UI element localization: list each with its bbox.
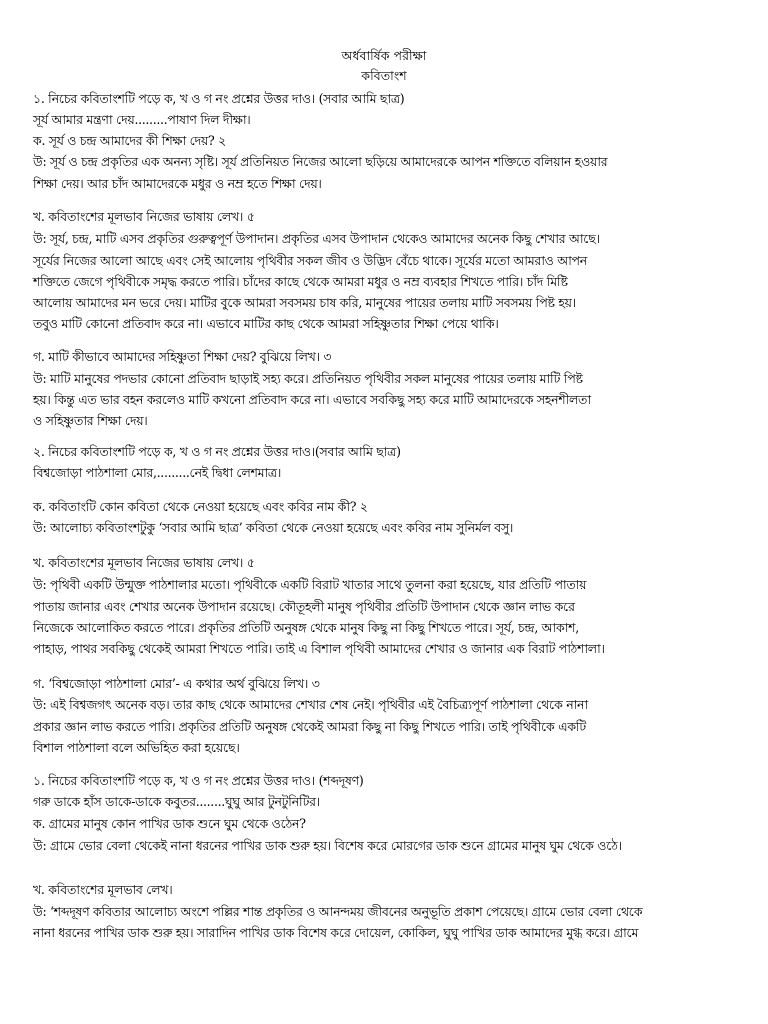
answer-line: শক্তিতে জেগে পৃথিবীকে সমৃদ্ধ করতে পারি। চাঁদের কাছে থেকে আমরা মধুর ও নম্র ব্যবহার শিখতে পারি। চাঁদ মিষ্টি xyxy=(33,274,568,289)
question-2-ka: ক. কবিতাংটি কোন কবিতা থেকে নেওয়া হয়েছে এবং কবির নাম কী? ২ xyxy=(33,499,368,514)
question-3-ka: ক. গ্রামের মানুষ কোন পাখির ডাক শুনে ঘুম থেকে ওঠেন? xyxy=(33,816,306,831)
answer-line: নানা ধরনের পাখির ডাক শুরু হয়। সারাদিন পাখির ডাক বিশেষ করে দোয়েল, কোকিল, ঘুঘু পাখির ডাক আমাদের মুগ্ধ করে। গ্রামে xyxy=(33,925,639,940)
answer-line: প্রকার জ্ঞান লাভ করতে পারি। প্রকৃতির প্রতিটি অনুষঙ্গ থেকেই আমরা কিছু না কিছু শিখতে পারি। তাই পৃথিবীকে একটি xyxy=(33,719,586,734)
question-1-kha: খ. কবিতাংশের মূলভাব নিজের ভাষায় লেখ। ৫ xyxy=(33,209,255,224)
answer-line: উ: এই বিশ্বজগৎ অনেক বড়। তার কাছ থেকে আমাদের শেখার শেষ নেই। পৃথিবীর এই বৈচিত্র্যপূর্ণ পাঠশালা থেকে নানা xyxy=(33,697,588,712)
exam-title: অর্ধবার্ষিক পরীক্ষা xyxy=(341,48,427,63)
question-3-heading: ১. নিচের কবিতাংশটি পড়ে ক, খ ও গ নং প্রশ্নের উত্তর দাও। (শব্দদূষণ) xyxy=(33,773,364,788)
answer-line: পাহাড়, পাথর সবকিছু থেকেই আমরা শিখতে পারি। তাই এ বিশাল পৃথিবী আমাদের শেখার ও জানার এক বিরাট পাঠশালা। xyxy=(33,641,605,656)
question-1-ka: ক. সূর্য ও চন্দ্র আমাদের কী শিক্ষা দেয়? ২ xyxy=(33,133,226,148)
answer-line: ও সহিষ্ণুতার শিক্ষা দেয়। xyxy=(33,413,148,428)
answer-line: উ: সূর্য, চন্দ্র, মাটি এসব প্রকৃতির গুরুত্বপূর্ণ উপাদান। প্রকৃতির এসব উপাদান থেকেও আমাদের অনেক কিছু শেখার আছে। xyxy=(33,231,600,246)
answer-line: উ: পৃথিবী একটি উন্মুক্ত পাঠশালার মতো। পৃথিবীকে একটি বিরাট খাতার সাথে তুলনা করা হয়েছে, যার প্রতিটি পাতায় xyxy=(33,577,587,592)
answer-line: সূর্যের নিজের আলো আছে এবং সেই আলোয় পৃথিবীর সকল জীব ও উদ্ভিদ বেঁচে থাকে। সূর্যের মতো আমরাও আপন xyxy=(33,253,587,268)
question-1-heading: ১. নিচের কবিতাংশটি পড়ে ক, খ ও গ নং প্রশ্নের উত্তর দাও। (সবার আমি ছাত্র) xyxy=(33,91,405,106)
question-2-ga: গ. ‘বিশ্বজোড়া পাঠশালা মোর’- এ কথার অর্থ বুঝিয়ে লিখ। ৩ xyxy=(33,676,320,691)
question-2-heading: ২. নিচের কবিতাংশটি পড়ে ক, খ ও গ নং প্রশ্নের উত্তর দাও।(সবার আমি ছাত্র) xyxy=(33,444,401,459)
answer-line: হয়। কিন্তু এত ভার বহন করলেও মাটি কখনো প্রতিবাদ করে না। এভাবে সবকিছু সহ্য করে মাটি আমাদেরকে সহনশীলতা xyxy=(33,392,591,407)
question-3-kha: খ. কবিতাংশের মূলভাব লেখ। xyxy=(33,882,173,897)
question-2-kha: খ. কবিতাংশের মূলভাব নিজের ভাষায় লেখ। ৫ xyxy=(33,555,255,570)
answer-line: উ: ‘শব্দদূষণ কবিতার আলোচ্য অংশে পল্লির শান্ত প্রকৃতির ও আনন্দময় জীবনের অনুভূতি প্রকাশ পেয়েছে। গ্রামে ভোর বেলা থেকে xyxy=(33,904,643,919)
answer-line: উ: আলোচ্য কবিতাংশটুকু ‘সবার আমি ছাত্র’ কবিতা থেকে নেওয়া হয়েছে এবং কবির নাম সুনির্মল বসু। xyxy=(33,520,514,535)
answer-line: উ: গ্রামে ভোর বেলা থেকেই নানা ধরনের পাখির ডাক শুরু হয়। বিশেষ করে মোরগের ডাক শুনে গ্রামের মানুষ ঘুম থেকে ওঠে। xyxy=(33,838,622,853)
poem-excerpt-1: সূর্য আমার মন্ত্রণা দেয়.........পাষাণ দিল দীক্ষা। xyxy=(33,112,251,127)
answer-line: বিশাল পাঠশালা বলে অভিহিত করা হয়েছে। xyxy=(33,740,240,755)
answer-line: আলোয় আমাদের মন ভরে দেয়। মাটির বুকে আমরা সবসময় চাষ করি, মানুষের পায়ের তলায় মাটি সবসময় পিষ্ট হয়। xyxy=(33,295,576,310)
answer-line: শিক্ষা দেয়। আর চাঁদ আমাদেরকে মধুর ও নম্র হতে শিক্ষা দেয়। xyxy=(33,176,322,191)
poem-excerpt-2: বিশ্বজোড়া পাঠশালা মোর,.........নেই দ্বিধা লেশমাত্র। xyxy=(33,465,281,480)
answer-line: পাতায় জানার এবং শেখার অনেক উপাদান রয়েছে। কৌতূহলী মানুষ পৃথিবীর প্রতিটি উপাদান থেকে জ্ঞান লাভ করে xyxy=(33,599,575,614)
section-title: কবিতাংশ xyxy=(361,68,407,83)
answer-line: নিজেকে আলোকিত করতে পারে। প্রকৃতির প্রতিটি অনুষঙ্গ থেকে মানুষ কিছু না কিছু শিখতে পারে। সূর্য, চন্দ্র, আকাশ, xyxy=(33,620,579,635)
question-1-ga: গ. মাটি কীভাবে আমাদের সহিষ্ণুতা শিক্ষা দেয়? বুঝিয়ে লিখ। ৩ xyxy=(33,349,332,364)
answer-line: উ: সূর্য ও চন্দ্র প্রকৃতির এক অনন্য সৃষ্টি। সূর্য প্রতিনিয়ত নিজের আলো ছড়িয়ে আমাদেরকে আপন শক্তিতে বলিয়ান হওয়ার xyxy=(33,154,608,169)
answer-line: তবুও মাটি কোনো প্রতিবাদ করে না। এভাবে মাটির কাছ থেকে আমরা সহিষ্ণুতার শিক্ষা পেয়ে থাকি। xyxy=(33,316,499,331)
answer-line: উ: মাটি মানুষের পদভার কোনো প্রতিবাদ ছাড়াই সহ্য করে। প্রতিনিয়ত পৃথিবীর সকল মানুষের পায়ের তলায় মাটি পিষ্ট xyxy=(33,371,583,386)
poem-excerpt-3: গরু ডাকে হাঁস ডাকে-ডাকে কবুতর........ঘুঘু আর টুনটুনিটির। xyxy=(33,794,320,809)
